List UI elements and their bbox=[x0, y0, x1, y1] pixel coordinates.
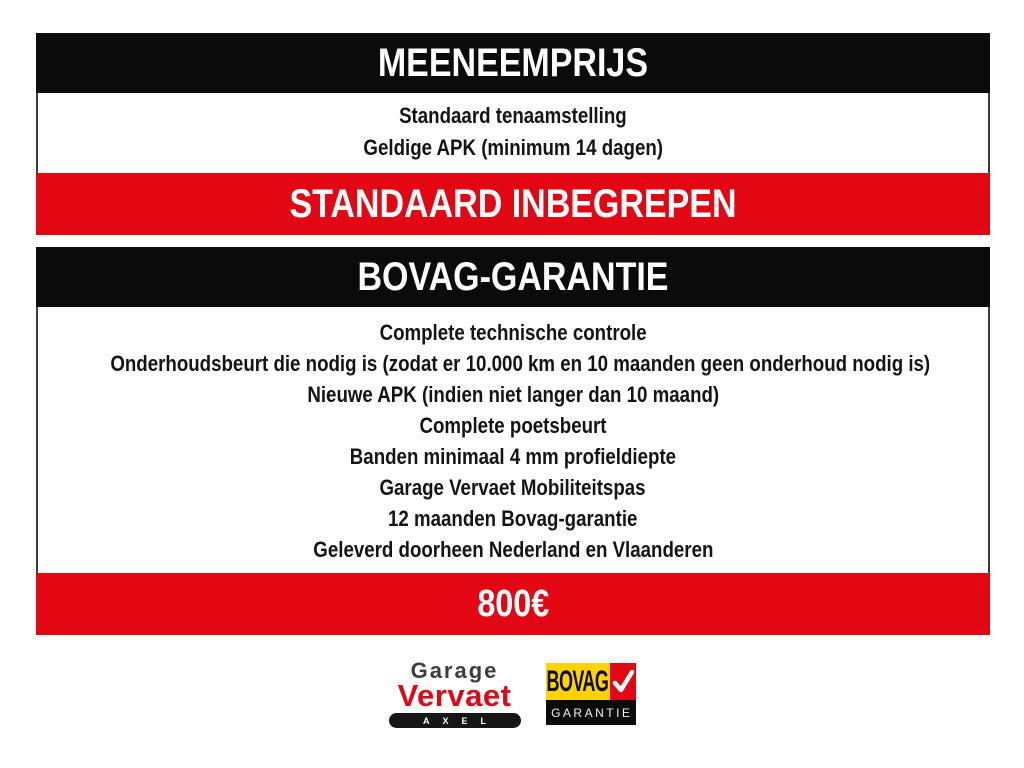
list-item-text: Banden minimaal 4 mm profieldiepte bbox=[349, 444, 677, 469]
list-item bbox=[38, 441, 988, 472]
price-text: 800€ bbox=[477, 582, 549, 625]
garantie-items-list bbox=[36, 307, 990, 573]
garage-vervaet-logo-word1: Garage bbox=[410, 658, 499, 683]
bovag-garantie-logo bbox=[546, 663, 636, 725]
meeneemprijs-items-list bbox=[36, 93, 990, 173]
list-item bbox=[38, 503, 988, 534]
card-divider bbox=[36, 235, 990, 247]
list-item bbox=[38, 132, 988, 164]
list-item-text: Geleverd doorheen Nederland en Vlaanderen bbox=[312, 537, 714, 562]
meeneemprijs-header bbox=[36, 33, 990, 93]
list-item-text: Complete technische controle bbox=[379, 320, 647, 345]
price-flyer bbox=[36, 33, 990, 635]
garage-vervaet-logo-word2: Vervaet bbox=[397, 678, 512, 713]
list-item-text: 12 maanden Bovag-garantie bbox=[388, 506, 638, 531]
list-item-text: Complete poetsbeurt bbox=[419, 413, 607, 438]
axel-badge-text: AXEL bbox=[422, 715, 499, 726]
list-item-text: Standaard tenaamstelling bbox=[399, 103, 627, 128]
list-item-text: Onderhoudsbeurt die nodig is (zodat er 10.000 km en 10 maanden geen onderhoud nodig is) bbox=[110, 351, 931, 376]
bovag-garantie-card bbox=[36, 247, 990, 635]
axel-badge bbox=[389, 713, 521, 728]
bovag-logo-bottom bbox=[546, 700, 636, 725]
standaard-inbegrepen-text: STANDAARD INBEGREPEN bbox=[289, 181, 737, 226]
bovag-garantie-header bbox=[36, 247, 990, 307]
bovag-garantie-title: BOVAG-GARANTIE bbox=[357, 254, 669, 299]
bovag-logo-name-cell bbox=[546, 663, 610, 700]
bovag-checkmark-cell bbox=[610, 663, 636, 700]
meeneemprijs-card bbox=[36, 33, 990, 235]
list-item bbox=[38, 472, 988, 503]
bovag-logo-subtitle: GARANTIE bbox=[551, 705, 633, 720]
list-item bbox=[38, 534, 988, 565]
list-item bbox=[38, 410, 988, 441]
list-item bbox=[38, 348, 988, 379]
checkmark-icon bbox=[612, 669, 634, 695]
standaard-inbegrepen-banner bbox=[36, 173, 990, 235]
list-item-text: Geldige APK (minimum 14 dagen) bbox=[363, 135, 663, 160]
footer-logos bbox=[0, 660, 1024, 728]
list-item bbox=[38, 379, 988, 410]
meeneemprijs-title: MEENEEMPRIJS bbox=[377, 40, 649, 85]
list-item bbox=[38, 100, 988, 132]
list-item-text: Garage Vervaet Mobiliteitspas bbox=[379, 475, 647, 500]
list-item-text: Nieuwe APK (indien niet langer dan 10 maand) bbox=[307, 382, 719, 407]
price-banner bbox=[36, 573, 990, 635]
garage-vervaet-logo bbox=[389, 660, 521, 728]
list-item bbox=[38, 317, 988, 348]
bovag-logo-top bbox=[546, 663, 636, 700]
bovag-logo-name: BOVAG bbox=[546, 664, 609, 698]
